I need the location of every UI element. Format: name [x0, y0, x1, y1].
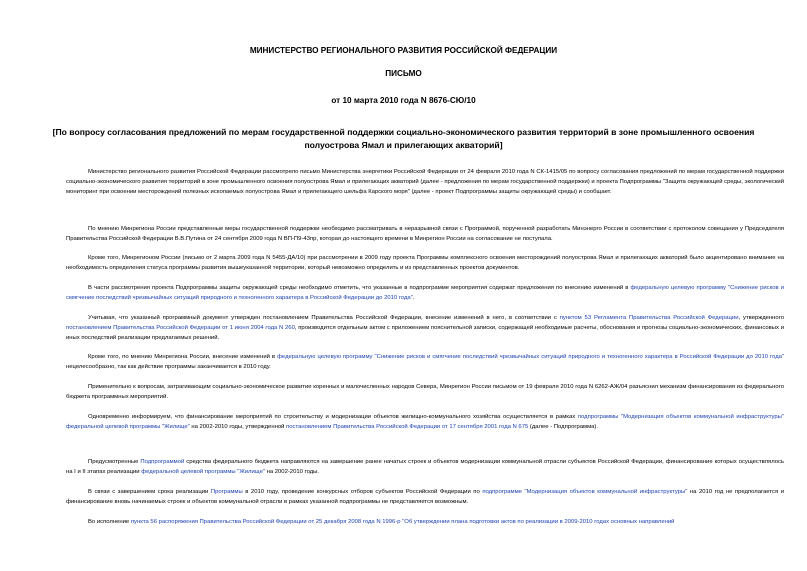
paragraph-7-text: Применительно к вопросам, затрагивающим социально-экономическое развитие коренных и малочисленных народов Севера, Минрегион России письмом от 19 февраля 2010 года N 6262-АЖ/04 разъяснил механизм финансирования из федерального бюджета программных мероприятий. [66, 384, 784, 401]
link-rasporyazhenie-1996r[interactable]: пункта 56 распоряжения Правительства Российской Федерации от 25 декабря 2008 года N 1996-р "Об утверждении плана подготовки актов по реализации в 2009-2010 годах основных направлений [130, 519, 675, 525]
paragraph-9 [66, 457, 784, 477]
paragraph-10-text: В связи с завершением срока реализации [88, 489, 211, 495]
paragraph-1-text: Министерство регионального развития Российской Федерации рассмотрело письмо Министерства энергетики Российской Федерации от 24 февраля 2010 года N СК-1415/05 по вопросу согласования предложений по мерам государственной поддержки социально-экономического развития территорий в зоне промышленного освоения полуострова Ямал и прилегающих акваторий (далее - предложения по мерам государственной поддержки) и проекта Подпрограммы "Защита окружающей среды, экологический мониторинг при освоении месторождений полезных ископаемых полуострова Ямал и прилегающего шельфа Карского моря" (далее - проект Подпрограммы защиты окружающей среды) и сообщает. [66, 169, 784, 196]
link-postanovlenie-675[interactable]: постановлением Правительства Российской Федерации от 17 сентября 2001 года N 675 [286, 424, 529, 431]
paragraph-8-text: Одновременно информируем, что финансирование мероприятий по строительству и модернизации объектов жилищно-коммунального хозяйства осуществляется в рамках [88, 414, 578, 420]
paragraph-6 [66, 352, 784, 372]
date-number-heading: от 10 марта 2010 года N 8676-СЮ/10 [331, 96, 476, 105]
link-subprogram-modernization[interactable]: подпрограммы "Модернизация объектов коммунальной инфраструктуры" федеральной целевой программы "Жилище" [66, 414, 784, 431]
paragraph-3 [66, 253, 784, 273]
paragraph-5 [66, 313, 784, 344]
paragraph-1 [66, 167, 784, 198]
paragraph-6-text: Кроме того, по мнению Минрегиона России, внесение изменений в [88, 354, 278, 360]
paragraph-4-text: В части рассмотрения проекта Подпрограммы защиты окружающей среды необходимо отметить, что указанные в подпрограмме мероприятия содержат предложения по внесению изменений в [88, 285, 631, 291]
link-fcp-zhilische[interactable]: федеральной целевой программы "Жилище" [141, 469, 265, 476]
paragraph-9-mid: средства федерального бюджета направляются на завершение ранее начатых строек и объектов модернизации коммунальной отрасли субъектов Российской Федерации, финансирование которых осуществлялось на I и II этапах реализации [66, 459, 784, 476]
paragraph-4 [66, 283, 784, 303]
doc-type-heading: ПИСЬМО [385, 69, 422, 78]
paragraph-10-end: на 2010 год не предполагается и финансирование вновь начинаемых строек и объектов коммунальной отрасли в рамках указанной подпрограммы не представляется возможным. [66, 489, 784, 506]
ministry-heading: МИНИСТЕРСТВО РЕГИОНАЛЬНОГО РАЗВИТИЯ РОССИЙСКОЙ ФЕДЕРАЦИИ [249, 46, 558, 55]
paragraph-5-end: , производится отдельным актом с приложением пояснительной записки, содержащей необходимые расчеты, обоснования и прогнозы социально-экономических, финансовых и иных последствий реализации предлагаемых решений. [66, 325, 785, 342]
link-fcp-risk-reduction[interactable]: федеральную целевую программу "Снижение рисков и смягчение последствий чрезвычайных ситуаций природного и техногенного характера в Российской Федерации до 2010 года" [66, 285, 785, 302]
link-postanovlenie-260[interactable]: постановлением Правительства Российской Федерации от 1 июня 2004 года N 260 [66, 325, 295, 332]
paragraph-2-text: По мнению Минрегиона России представленные меры государственной поддержки необходимо рассматривать в неразрывной связи с Программой, порученной разработать Минэнерго России в соответствии с протоколом совещания у Председателя Правительства Российской Федерации В.В.Путина от 24 сентября 2009 года N ВП-П9-43пр, которая до настоящего времени в Минрегион России на согласование не поступала. [66, 226, 784, 243]
paragraph-9-text: Предусмотренные [88, 459, 141, 465]
paragraph-2 [66, 224, 784, 244]
link-reglament-p53[interactable]: пунктом 53 Регламента Правительства Российской Федерации [559, 315, 739, 321]
paragraph-5-text: Учитывая, что указанный программный документ утвержден постановлением Правительства Российской Федерации, внесение изменений в него, в соответствии с [88, 315, 560, 321]
paragraph-9-end: на 2002-2010 годы. [264, 469, 320, 476]
paragraph-8 [66, 412, 784, 432]
paragraph-4-end: . [412, 295, 415, 302]
link-program[interactable]: Программы [210, 489, 243, 495]
link-subprogram[interactable]: Подпрограммой [140, 459, 185, 465]
link-subprogram-modernization-2[interactable]: подпрограмме "Модернизация объектов коммунальной инфраструктуры" [482, 489, 688, 495]
paragraph-6-end: нецелесообразно, так как действие программы заканчивается в 2010 году. [66, 364, 271, 371]
paragraph-10-mid: в 2010 году, проведение конкурсных отборов субъектов Российской Федерации по [242, 489, 483, 495]
link-fcp-risk-reduction-2[interactable]: федеральную целевую программу "Снижение рисков и смягчение последствий чрезвычайных ситуаций природного и техногенного характера в Российской Федерации до 2010 года" [277, 354, 784, 360]
subject-heading: [По вопросу согласования предложений по мерам государственной поддержки социально-экономического развития территорий в зоне промышленного освоения полуострова Ямал и прилегающих акваторий] [52, 127, 755, 150]
paragraph-5-mid: , утвержденного [738, 315, 784, 321]
paragraph-11 [66, 517, 784, 527]
paragraph-8-mid: на 2002-2010 годы, утвержденной [189, 424, 287, 431]
paragraph-8-end: (далее - Подпрограмма). [528, 424, 599, 431]
paragraph-3-text: Кроме того, Минрегионом России (письмо от 2 марта 2009 года N 5455-ДА/10) при рассмотрении в 2009 году проекта Программы комплексного освоения месторождений полуострова Ямал и прилегающих акваторий было акцентировано внимание на необходимость определения статуса программы развития вышеуказанной территории, который невозможно определить и из представленных проектов документов. [66, 255, 784, 272]
paragraph-7 [66, 382, 784, 402]
paragraph-10 [66, 487, 784, 507]
paragraph-11-text: Во исполнение [88, 519, 131, 525]
